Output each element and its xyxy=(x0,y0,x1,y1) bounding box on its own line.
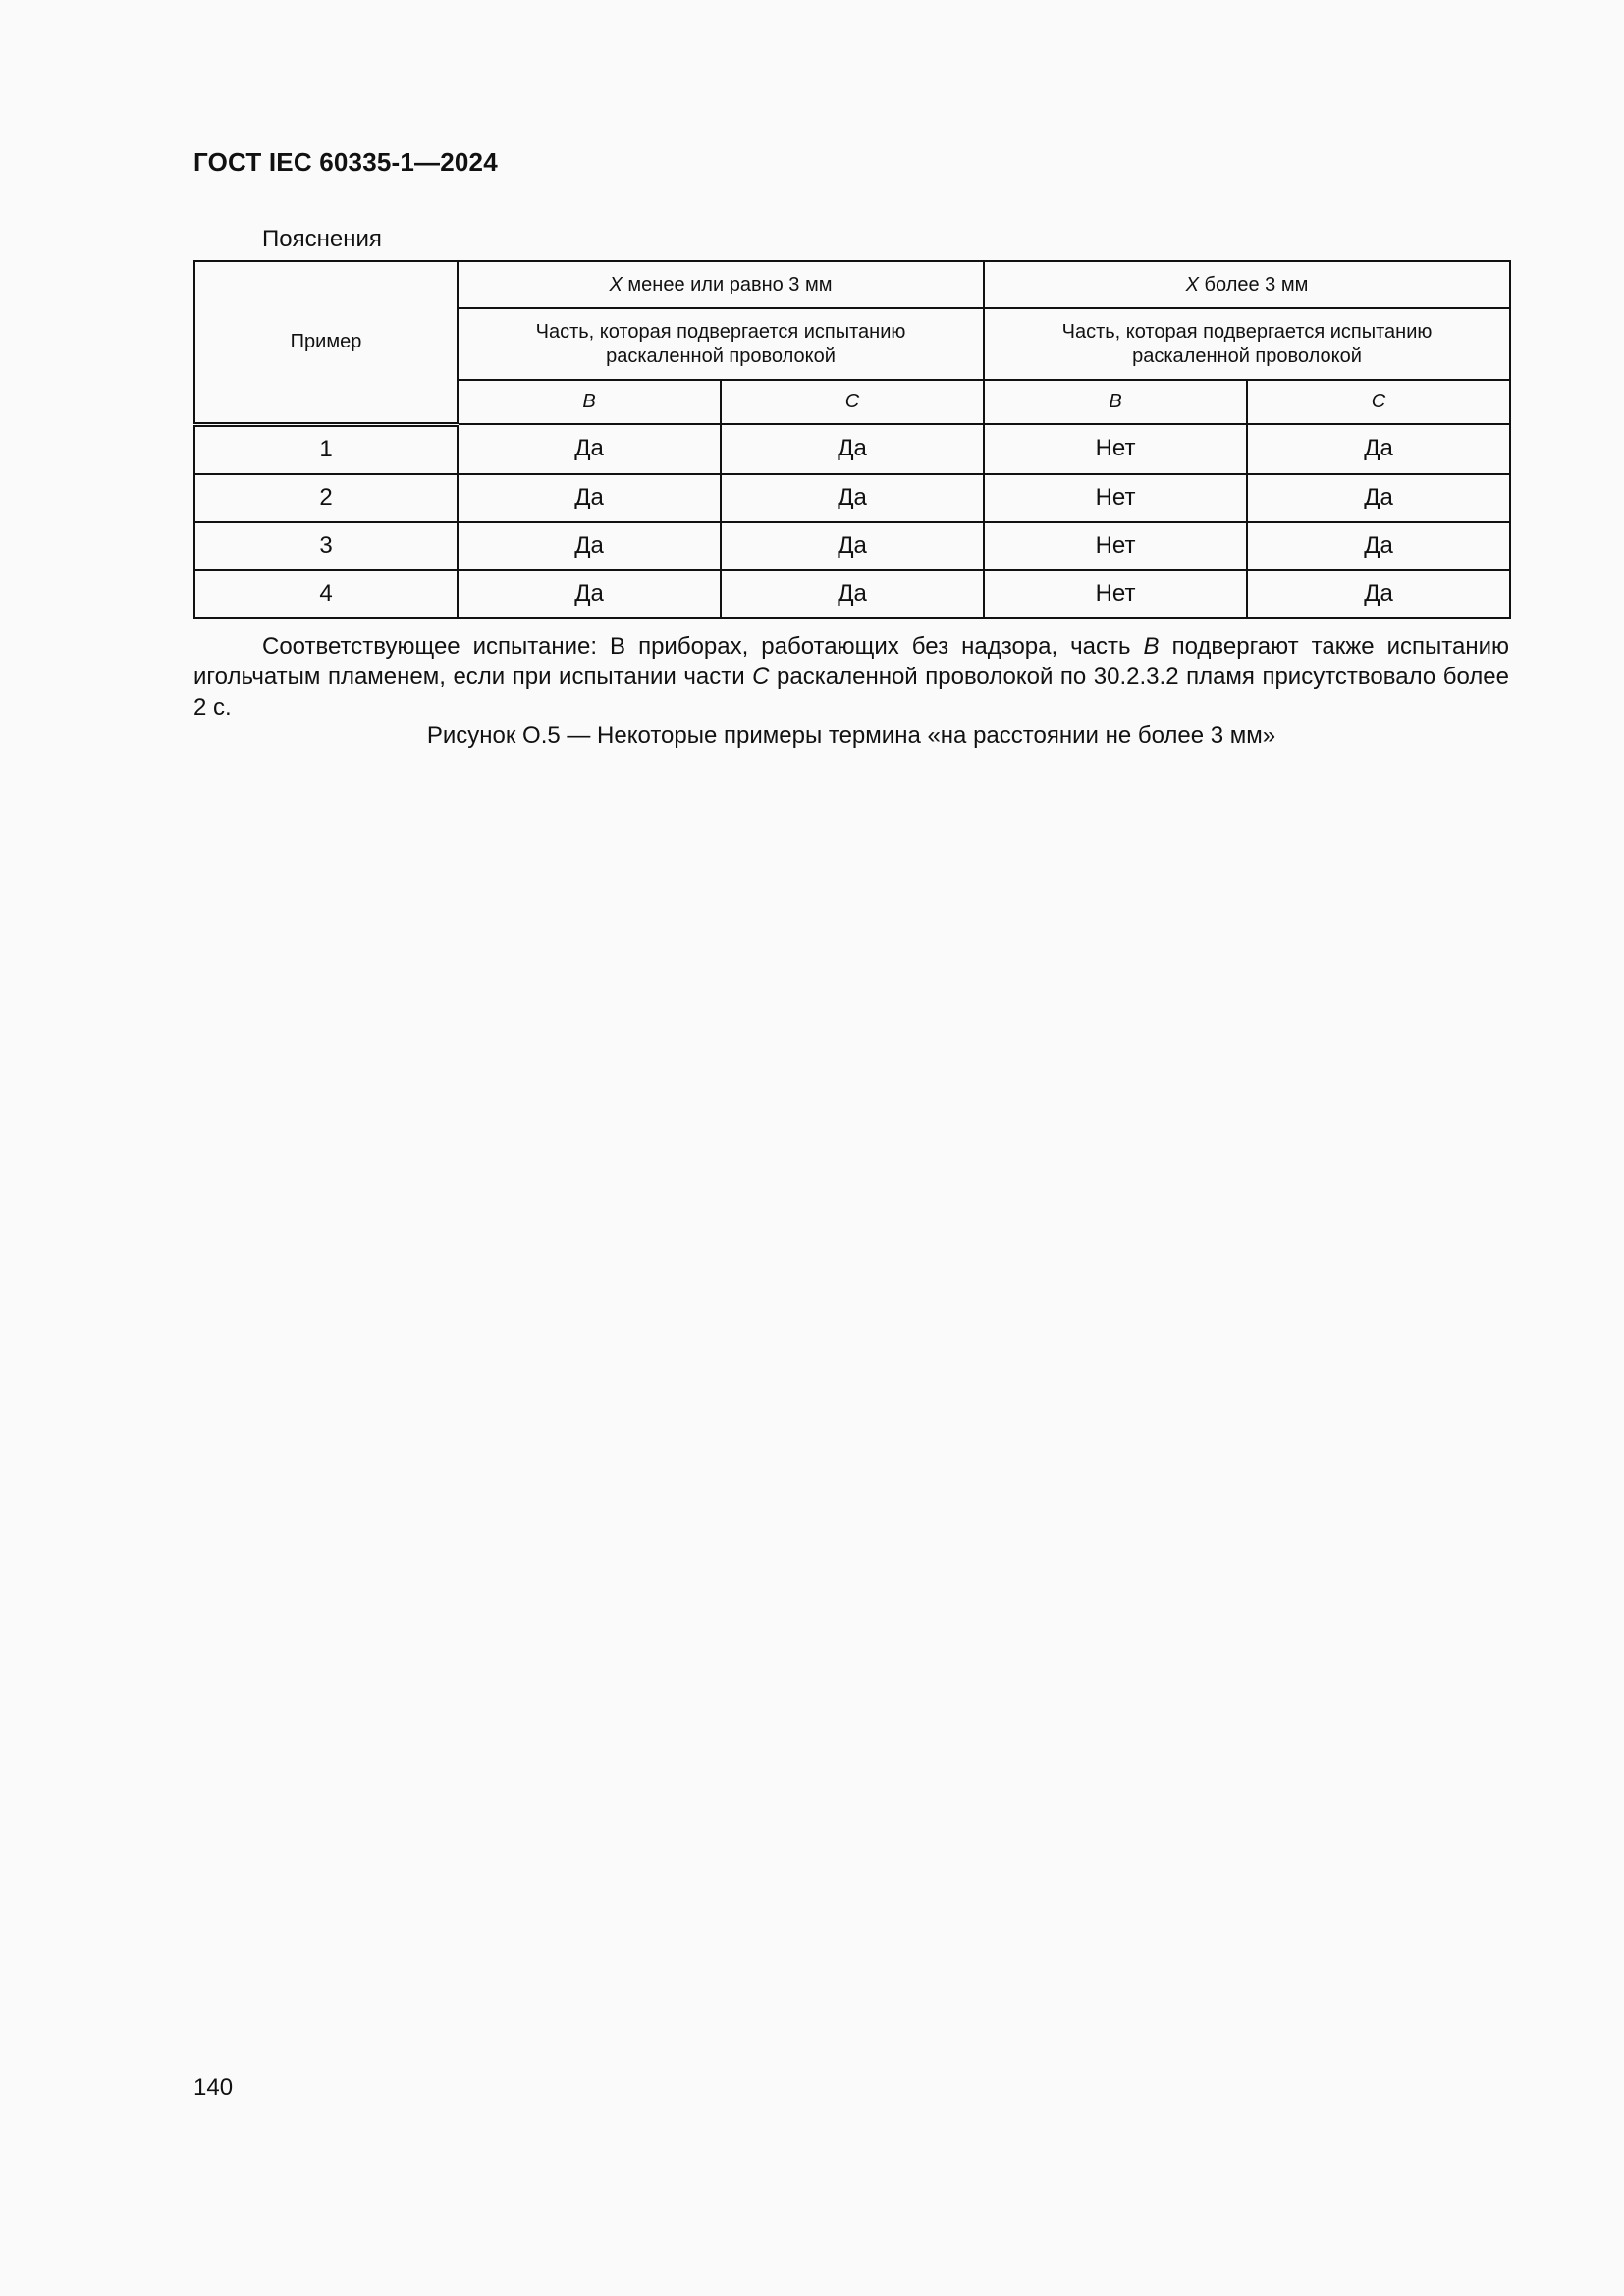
table-cell: Да xyxy=(458,522,721,570)
legend-title: Пояснения xyxy=(262,226,382,252)
table-cell: Да xyxy=(458,424,721,474)
group1-header xyxy=(458,261,984,308)
paragraph-var-c: C xyxy=(752,664,770,690)
table-row xyxy=(194,570,1510,618)
table-cell: Да xyxy=(721,570,984,618)
group2-subheader-text: Часть, которая подвергается испытанию раскаленной проволокой xyxy=(1061,320,1433,367)
group1-col-b-header: B xyxy=(458,380,721,424)
table-cell: Нет xyxy=(984,570,1247,618)
table-cell: Нет xyxy=(984,522,1247,570)
group2-col-c-header: C xyxy=(1247,380,1510,424)
group2-var: X xyxy=(1185,273,1199,295)
table-cell: Нет xyxy=(984,424,1247,474)
example-cell: 3 xyxy=(194,522,458,570)
paragraph-part3: раскаленной проволокой по 30.2.3.2 пламя присутствовало более 2 с. xyxy=(193,664,1509,721)
table-row xyxy=(194,424,1510,474)
group1-header-text: менее или равно 3 мм xyxy=(622,273,833,295)
paragraph-part2: подвергают также испытанию игольчатым пламенем, если при испытании части xyxy=(193,633,1509,690)
group2-subheader xyxy=(984,308,1510,380)
table-cell: Да xyxy=(721,424,984,474)
explanation-table-container xyxy=(193,260,1509,619)
group2-header xyxy=(984,261,1510,308)
table-cell: Да xyxy=(1247,522,1510,570)
explanation-table xyxy=(193,260,1511,619)
example-column-header: Пример xyxy=(194,261,458,424)
table-cell: Да xyxy=(458,474,721,522)
table-row xyxy=(194,474,1510,522)
table-cell: Нет xyxy=(984,474,1247,522)
table-cell: Да xyxy=(721,522,984,570)
paragraph-part1: Соответствующее испытание: В приборах, работающих без надзора, часть xyxy=(262,633,1144,660)
group1-subheader xyxy=(458,308,984,380)
page-number: 140 xyxy=(193,2074,234,2101)
table-cell: Да xyxy=(1247,424,1510,474)
table-row xyxy=(194,522,1510,570)
example-cell: 4 xyxy=(194,570,458,618)
group1-var: X xyxy=(609,273,623,295)
paragraph-var-b: B xyxy=(1143,633,1160,660)
group1-col-c-header: C xyxy=(721,380,984,424)
example-cell: 1 xyxy=(194,424,458,474)
table-cell: Да xyxy=(458,570,721,618)
example-cell: 2 xyxy=(194,474,458,522)
test-description-paragraph xyxy=(193,631,1509,722)
figure-caption: Рисунок О.5 — Некоторые примеры термина «на расстоянии не более 3 мм» xyxy=(426,722,1276,749)
group1-subheader-text: Часть, которая подвергается испытанию раскаленной проволокой xyxy=(535,320,906,367)
table-cell: Да xyxy=(1247,570,1510,618)
table-cell: Да xyxy=(721,474,984,522)
group2-col-b-header: B xyxy=(984,380,1247,424)
table-cell: Да xyxy=(1247,474,1510,522)
document-code: ГОСТ IEC 60335-1—2024 xyxy=(193,147,498,177)
group2-header-text: более 3 мм xyxy=(1199,273,1309,295)
